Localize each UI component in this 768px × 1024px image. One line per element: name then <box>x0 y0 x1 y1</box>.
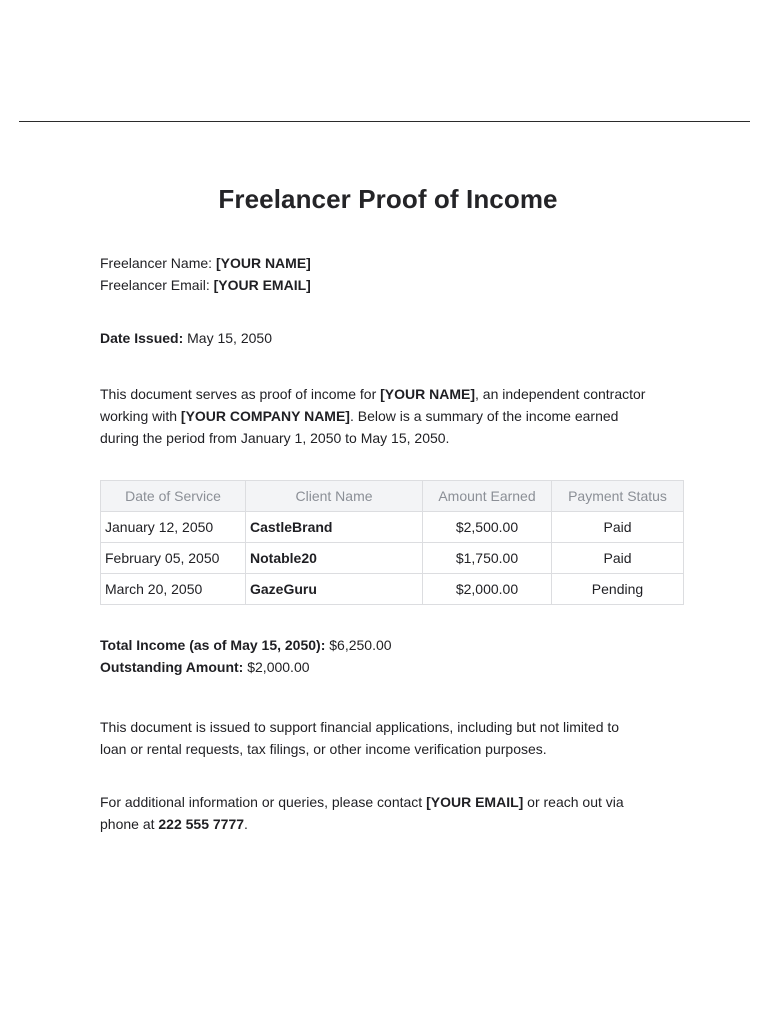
client-cell: GazeGuru <box>246 574 423 605</box>
date-cell: March 20, 2050 <box>101 574 246 605</box>
date-cell: February 05, 2050 <box>101 543 246 574</box>
date-issued <box>100 327 680 349</box>
header-date-of-service: Date of Service <box>101 481 246 512</box>
freelancer-email-value: [YOUR EMAIL] <box>213 277 311 293</box>
contact-text: phone at <box>100 816 159 832</box>
client-cell: CastleBrand <box>246 512 423 543</box>
purpose-paragraph <box>100 716 680 760</box>
outstanding-line <box>100 656 680 678</box>
date-issued-label: Date Issued: <box>100 330 184 346</box>
contact-text: For additional information or queries, please contact <box>100 794 427 810</box>
intro-name: [YOUR NAME] <box>380 386 476 402</box>
date-cell: January 12, 2050 <box>101 512 246 543</box>
header-amount-earned: Amount Earned <box>423 481 552 512</box>
intro-text: working with <box>100 408 181 424</box>
freelancer-info <box>100 252 680 296</box>
date-issued-value: May 15, 2050 <box>187 330 272 346</box>
intro-text: , an independent contractor <box>475 386 646 402</box>
outstanding-label: Outstanding Amount: <box>100 659 244 675</box>
contact-phone: 222 555 7777 <box>158 816 245 832</box>
intro-paragraph <box>100 383 680 449</box>
freelancer-name-line <box>100 252 680 274</box>
contact-text: . <box>244 816 248 832</box>
contact-paragraph <box>100 791 680 835</box>
amount-cell: $2,000.00 <box>423 574 552 605</box>
client-cell: Notable20 <box>246 543 423 574</box>
header-payment-status: Payment Status <box>552 481 684 512</box>
contact-text: or reach out via <box>523 794 624 810</box>
table-row <box>101 512 684 543</box>
outstanding-value: $2,000.00 <box>247 659 310 675</box>
header-divider <box>19 121 750 122</box>
freelancer-email-line <box>100 274 680 296</box>
table-header-row <box>101 481 684 512</box>
intro-text: This document serves as proof of income for <box>100 386 381 402</box>
intro-company: [YOUR COMPANY NAME] <box>180 408 350 424</box>
table-row <box>101 543 684 574</box>
contact-email: [YOUR EMAIL] <box>426 794 524 810</box>
intro-text: . Below is a summary of the income earned <box>349 408 619 424</box>
amount-cell: $2,500.00 <box>423 512 552 543</box>
intro-text: during the period from January 1, 2050 to May 15, 2050. <box>100 430 450 446</box>
income-table <box>100 480 684 605</box>
income-totals <box>100 634 680 678</box>
freelancer-name-label: Freelancer Name: <box>100 255 213 271</box>
amount-cell: $1,750.00 <box>423 543 552 574</box>
document-title: Freelancer Proof of Income <box>218 184 558 214</box>
status-cell: Paid <box>552 512 684 543</box>
table-row <box>101 574 684 605</box>
freelancer-name-value: [YOUR NAME] <box>215 255 311 271</box>
status-cell: Pending <box>552 574 684 605</box>
total-income-value: $6,250.00 <box>329 637 392 653</box>
freelancer-email-label: Freelancer Email: <box>100 277 210 293</box>
purpose-text: This document is issued to support financial applications, including but not limited to <box>100 719 620 735</box>
purpose-text: loan or rental requests, tax filings, or other income verification purposes. <box>100 741 547 757</box>
header-client-name: Client Name <box>246 481 423 512</box>
status-cell: Paid <box>552 543 684 574</box>
total-income-line <box>100 634 680 656</box>
total-income-label: Total Income (as of May 15, 2050): <box>100 637 326 653</box>
